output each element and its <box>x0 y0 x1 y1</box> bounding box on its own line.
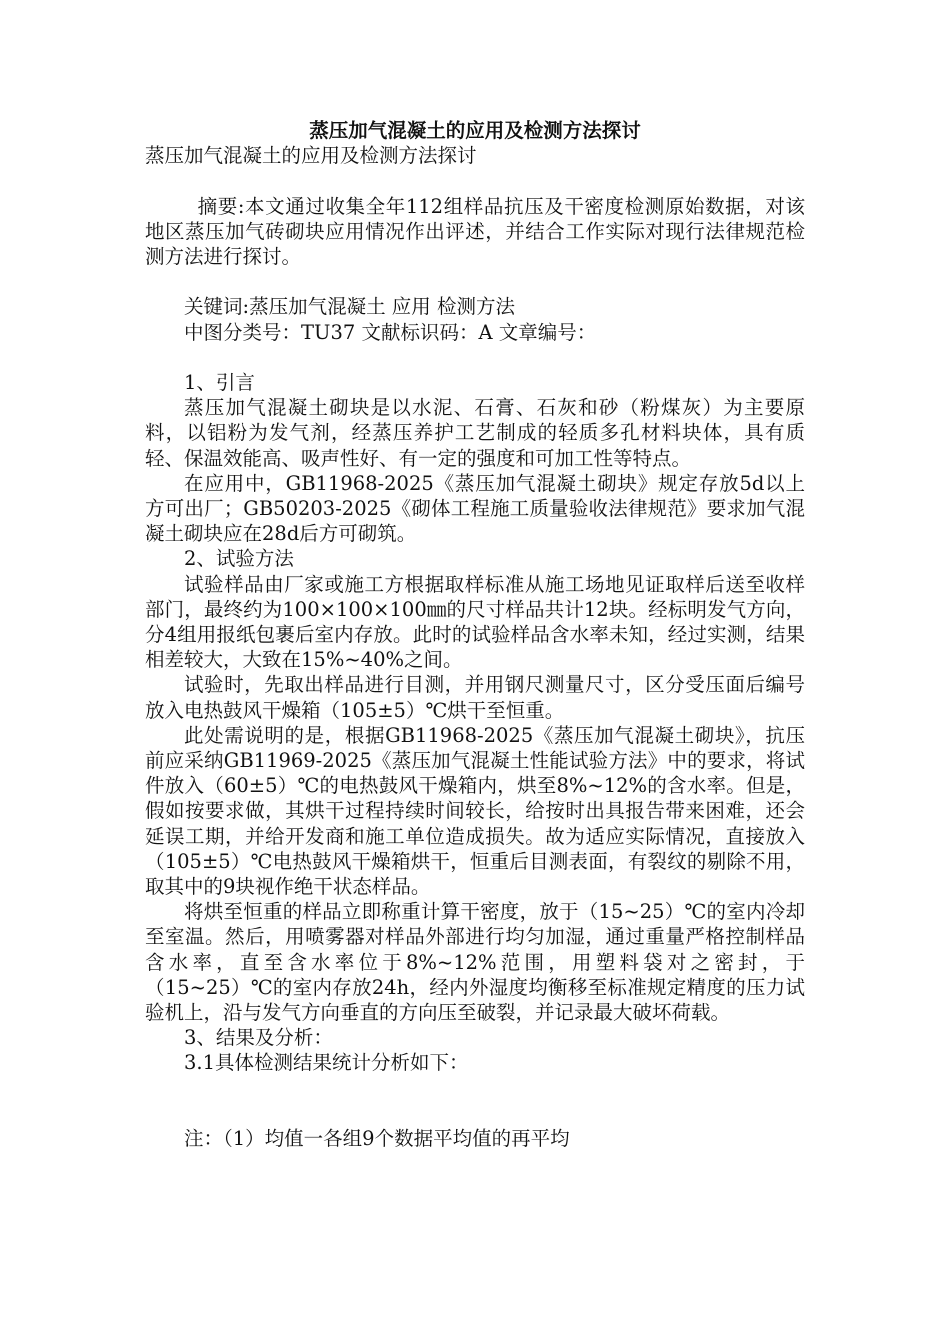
section-heading-introduction: 1、引言 <box>184 370 255 394</box>
intro-paragraph-1: 蒸压加气混凝土砌块是以水泥、石膏、石灰和砂（粉煤灰）为主要原料，以铝粉为发气剂，经蒸压养护工艺制成的轻质多孔材料块体，具有质轻、保温效能高、吸声性好、有一定的强度和可加工性等特点。 <box>145 396 805 470</box>
document-subtitle: 蒸压加气混凝土的应用及检测方法探讨 <box>145 144 477 168</box>
results-subsection-3-1: 3.1具体检测结果统计分析如下： <box>184 1051 469 1075</box>
spacer <box>145 1076 805 1126</box>
document-page <box>145 118 805 1151</box>
classification-line: 中图分类号：TU37 文献标识码：A 文章编号： <box>184 320 597 344</box>
method-paragraph-4: 将烘至恒重的样品立即称重计算干密度，放于（15~25）℃的室内冷却至室温。然后，用喷雾器对样品外部进行均匀加湿，通过重量严格控制样品含水率，直至含水率位于8%~12%范围，用塑料袋对之密封，于（15~25）℃的室内存放24h，经内外湿度均衡移至标准规定精度的压力试验机上，沿与发气方向垂直的方向压至破裂，并记录最大破坏荷载。 <box>145 900 805 1025</box>
table-note: 注：（1）均值一各组9个数据平均值的再平均 <box>184 1126 570 1150</box>
method-paragraph-2: 试验时，先取出样品进行目测，并用钢尺测量尺寸，区分受压面后编号放入电热鼓风干燥箱（105±5）℃烘干至恒重。 <box>145 673 805 722</box>
method-paragraph-1: 试验样品由厂家或施工方根据取样标准从施工场地见证取样后送至收样部门，最终约为100×100×100㎜的尺寸样品共计12块。经标明发气方向，分4组用报纸包裹后室内存放。此时的试验样品含水率未知，经过实测，结果相差较大，大致在15%~40%之间。 <box>145 572 805 672</box>
spacer <box>145 168 805 193</box>
document-title: 蒸压加气混凝土的应用及检测方法探讨 <box>309 119 641 142</box>
spacer <box>145 345 805 370</box>
spacer <box>145 269 805 294</box>
method-paragraph-3: 此处需说明的是，根据GB11968-2025《蒸压加气混凝土砌块》，抗压前应采纳GB11969-2025《蒸压加气混凝土性能试验方法》中的要求，将试件放入（60±5）℃的电热鼓风干燥箱内，烘至8%~12%的含水率。但是，假如按要求做，其烘干过程持续时间较长，给按时出具报告带来困难，还会延误工期，并给开发商和施工单位造成损失。故为适应实际情况，直接放入（105±5）℃电热鼓风干燥箱烘干，恒重后目测表面，有裂纹的剔除不用，取其中的9块视作绝干状态样品。 <box>145 723 805 899</box>
abstract-paragraph: 摘要:本文通过收集全年112组样品抗压及干密度检测原始数据，对该地区蒸压加气砖砌块应用情况作出评述，并结合工作实际对现行法律规范检测方法进行探讨。 <box>145 194 805 268</box>
intro-paragraph-2: 在应用中，GB11968-2025《蒸压加气混凝土砌块》规定存放5d以上方可出厂；GB50203-2025《砌体工程施工质量验收法律规范》要求加气混凝土砌块应在28d后方可砌筑。 <box>145 471 805 546</box>
section-heading-test-method: 2、试验方法 <box>184 547 294 571</box>
keywords-line: 关键词:蒸压加气混凝土 应用 检测方法 <box>184 295 515 319</box>
section-heading-results: 3、结果及分析： <box>184 1026 333 1050</box>
